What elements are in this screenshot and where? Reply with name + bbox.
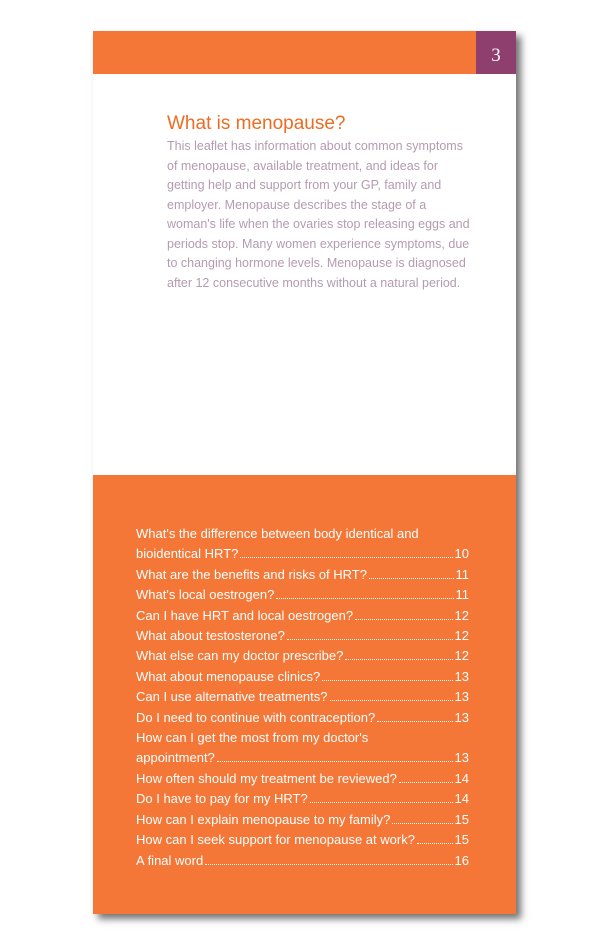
toc-entry-title: appointment? (136, 750, 215, 766)
toc-entry[interactable] (136, 626, 469, 646)
toc-entry-title: Can I have HRT and local oestrogen? (136, 607, 354, 623)
toc-entry[interactable] (136, 687, 469, 707)
dot-leader (417, 842, 453, 844)
toc-entry-title: What about testosterone? (136, 628, 285, 644)
toc-entry[interactable] (136, 646, 469, 666)
header-bar (93, 31, 476, 74)
toc-entry-title: What about menopause clinics? (136, 668, 321, 684)
dot-leader (287, 638, 453, 640)
dot-leader (322, 679, 452, 681)
toc-entry-page: 16 (454, 852, 469, 868)
dot-leader (369, 577, 454, 579)
toc-entry[interactable] (136, 728, 469, 769)
toc-entry-page: 13 (454, 750, 469, 766)
toc-entry[interactable] (136, 708, 469, 728)
toc-entry-page: 13 (454, 668, 469, 684)
toc-entry[interactable] (136, 565, 469, 585)
dot-leader (399, 781, 453, 783)
toc-entry-title: What are the benefits and risks of HRT? (136, 566, 367, 582)
toc-entry-title: A final word (136, 852, 204, 868)
dot-leader (240, 556, 452, 558)
dot-leader (392, 822, 452, 824)
dot-leader (330, 699, 453, 701)
leaflet-page (93, 31, 516, 914)
toc-entry-page: 11 (455, 587, 469, 603)
dot-leader (377, 720, 452, 722)
toc-entry-page: 13 (454, 689, 469, 705)
toc-entry-page: 11 (455, 566, 469, 582)
toc-entry-page: 12 (454, 628, 469, 644)
toc-entry[interactable] (136, 524, 469, 565)
toc-entry[interactable] (136, 789, 469, 809)
toc-entry-page: 12 (454, 607, 469, 623)
dot-leader (355, 618, 452, 620)
toc-entry-title: Do I have to pay for my HRT? (136, 791, 308, 807)
toc-entry-page: 15 (454, 811, 469, 827)
dot-leader (276, 597, 453, 599)
toc-entry-title: bioidentical HRT? (136, 546, 239, 562)
toc-entry-title: How can I explain menopause to my family? (136, 811, 391, 827)
toc-entry-page: 14 (454, 770, 469, 786)
toc-entry-page: 12 (454, 648, 469, 664)
toc-entry-title-line: What's the difference between body identical and (136, 526, 419, 541)
toc-entry[interactable] (136, 585, 469, 605)
intro-section (167, 111, 472, 293)
toc-entry[interactable] (136, 606, 469, 626)
intro-title: What is menopause? (167, 113, 346, 134)
toc-entry-title-line: How can I get the most from my doctor's (136, 730, 369, 746)
toc-entry-page: 10 (454, 546, 469, 562)
toc-entry-title: What else can my doctor prescribe? (136, 648, 344, 664)
toc-entry[interactable] (136, 851, 469, 871)
toc-entry-title: What's local oestrogen? (136, 587, 275, 603)
dot-leader (345, 658, 452, 660)
dot-leader (217, 760, 453, 762)
toc-entry[interactable] (136, 830, 469, 850)
toc-entry-title: How often should my treatment be reviewed? (136, 770, 397, 786)
page-number: 3 (476, 31, 516, 74)
dot-leader (310, 801, 453, 803)
toc-entry-page: 14 (454, 791, 469, 807)
table-of-contents (136, 524, 469, 871)
toc-entry[interactable] (136, 769, 469, 789)
toc-entry-page: 15 (454, 832, 469, 848)
toc-entry-title: How can I seek support for menopause at work? (136, 832, 415, 848)
intro-body: This leaflet has information about common symptoms of menopause, available treatment, and ideas for getting help and support from your GP, family and employer. Menopause describes the stage of a woman's life when the ovaries stop releasing eggs and periods stop. Many women experience symptoms, due to changing hormone levels. Menopause is diagnosed after 12 consecutive months without a natural period. (167, 139, 470, 290)
toc-entry-page: 13 (454, 709, 469, 725)
toc-entry[interactable] (136, 667, 469, 687)
toc-entry[interactable] (136, 810, 469, 830)
toc-entry-title: Can I use alternative treatments? (136, 689, 328, 705)
contents-panel (93, 475, 516, 914)
dot-leader (205, 863, 452, 865)
toc-entry-title: Do I need to continue with contraception? (136, 709, 376, 725)
